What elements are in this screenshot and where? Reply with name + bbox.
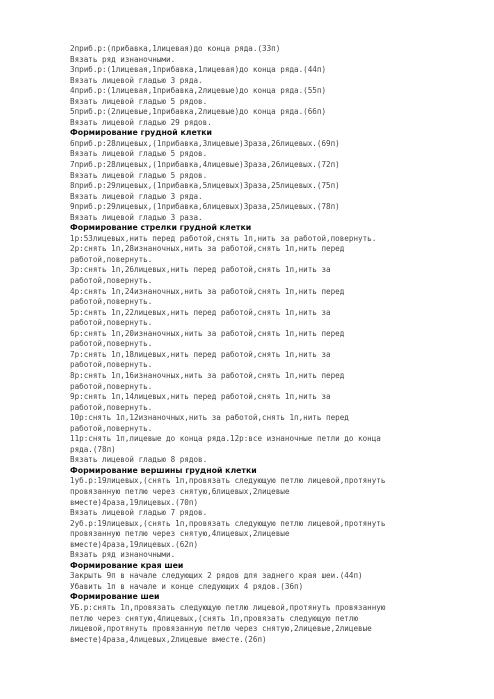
text-line: Вязать лицевой гладью 7 рядов. xyxy=(70,508,208,518)
text-line: 1уб.р:19лицевых,(снять 1п,провязать следующую петлю лицевой,протянуть xyxy=(70,476,386,486)
text-line: 5приб.р:(2лицевые,1прибавка,2лицевые)до конца ряда.(66п) xyxy=(70,107,327,117)
text-line: работой,повернуть. xyxy=(70,339,153,349)
text-line: работой,повернуть. xyxy=(70,318,153,328)
text-line: работой,повернуть. xyxy=(70,360,153,370)
text-line: 4р:снять 1п,24изнаночных,нить за работой,снять 1п,нить перед xyxy=(70,286,345,296)
text-line: вместе)4раза,19лицевых.(70п) xyxy=(70,497,199,507)
text-line: Убавить 1п в начале и конце следующих 4 рядов.(36п) xyxy=(70,581,304,591)
text-line: 8приб.р:29лицевых,(1прибавка,5лицевых)3раза,25лицевых.(75п) xyxy=(70,181,340,191)
text-line: ряда.(78п) xyxy=(70,444,116,454)
text-line: 3приб.р:(1лицевая,1прибавка,1лицевая)до конца ряда.(44п) xyxy=(70,65,327,75)
text-line: работой,повернуть. xyxy=(70,381,153,391)
text-line: провязанную петлю через снятую,4лицевых,2лицевые xyxy=(70,529,290,539)
section-heading: Формирование грудной клетки xyxy=(70,128,213,138)
text-line: 3р:снять 1п,26лицевых,нить перед работой,снять 1п,нить за xyxy=(70,265,331,275)
text-line: Вязать лицевой гладью 5 рядов. xyxy=(70,170,208,180)
text-line: 9р:снять 1п,14лицевых,нить перед работой,снять 1п,нить за xyxy=(70,392,331,402)
text-line: лицевой,протянуть провязанную петлю через снятую,2лицевые,2лицевые xyxy=(70,624,372,634)
text-line: 7р:снять 1п,18лицевых,нить перед работой,снять 1п,нить за xyxy=(70,349,331,359)
text-line: УБ.р:снять 1п,провязать следующую петлю лицевой,протянуть провязанную xyxy=(70,602,386,612)
document-page xyxy=(70,44,470,645)
text-line: 2приб.р:(прибавка,1лицевая)до конца ряда.(33п) xyxy=(70,44,281,53)
text-line: Вязать лицевой гладью 3 раза. xyxy=(70,212,203,222)
section-heading: Формирование шеи xyxy=(70,592,160,602)
text-line: 9приб.р:29лицевых,(1прибавка,6лицевых)3раза,25лицевых.(78п) xyxy=(70,202,340,212)
text-line: 1р:53лицевых,нить перед работой,снять 1п,нить за работой,повернуть. xyxy=(70,233,377,243)
text-line: 6приб.р:28лицевых,(1прибавка,3лицевые)3раза,26лицевых.(69п) xyxy=(70,138,340,148)
section-heading: Формирование вершины грудной клетки xyxy=(70,465,257,475)
text-line: 2р:снять 1п,28изнаночных,нить за работой,снять 1п,нить перед xyxy=(70,244,345,254)
text-line: работой,повернуть. xyxy=(70,297,153,307)
text-line: Вязать лицевой гладью 29 рядов. xyxy=(70,117,212,127)
text-line: Вязать лицевой гладью 5 рядов. xyxy=(70,96,208,106)
text-line: петлю через снятую,4лицевых,(снять 1п,провязать следующую петлю xyxy=(70,613,359,623)
text-line: 6р:снять 1п,20изнаночных,нить за работой,снять 1п,нить перед xyxy=(70,328,345,338)
text-line: Вязать ряд изнаночными. xyxy=(70,550,176,560)
text-line: 10р:снять 1п,12изнаночных,нить за работой,снять 1п,нить перед xyxy=(70,413,349,423)
text-line: 5р:снять 1п,22лицевых,нить перед работой,снять 1п,нить за xyxy=(70,307,331,317)
text-line: провязанную петлю через снятую,6лицевых,2лицевые xyxy=(70,486,290,496)
text-line: вместе)4раза,19лицевых.(62п) xyxy=(70,539,199,549)
text-line: 11р:снять 1п,лицевые до конца ряда.12р:все изнаночные петли до конца xyxy=(70,434,381,444)
text-line: вместе)4раза,4лицевых,2лицевые вместе.(26п) xyxy=(70,634,267,644)
text-line: работой,повернуть. xyxy=(70,423,153,433)
text-line: 7приб.р:28лицевых,(1прибавка,4лицевые)3раза,26лицевых.(72п) xyxy=(70,160,340,170)
text-line: Вязать лицевой гладью 8 рядов. xyxy=(70,455,208,465)
text-line: 4приб.р:(1лицевая,1прибавка,2лицевые)до конца ряда.(55п) xyxy=(70,86,327,96)
text-line: Вязать лицевой гладью 3 ряда. xyxy=(70,191,203,201)
section-heading: Формирование края шеи xyxy=(70,560,184,570)
text-line: 2уб.р:19лицевых,(снять 1п,провязать следующую петлю лицевой,протянуть xyxy=(70,518,386,528)
text-line: 8р:снять 1п,16изнаночных,нить за работой,снять 1п,нить перед xyxy=(70,370,345,380)
text-line: работой,повернуть. xyxy=(70,254,153,264)
text-line: Закрыть 9п в начале следующих 2 рядов для заднего края шеи.(44п) xyxy=(70,571,363,581)
text-line: Вязать лицевой гладью 5 рядов. xyxy=(70,149,208,159)
section-heading: Формирование стрелки грудной клетки xyxy=(70,223,252,233)
text-line: Вязать ряд изнаночными. xyxy=(70,54,176,64)
text-line: работой,повернуть. xyxy=(70,276,153,286)
text-line: работой,повернуть. xyxy=(70,402,153,412)
text-line: Вязать лицевой гладью 3 ряда. xyxy=(70,75,203,85)
